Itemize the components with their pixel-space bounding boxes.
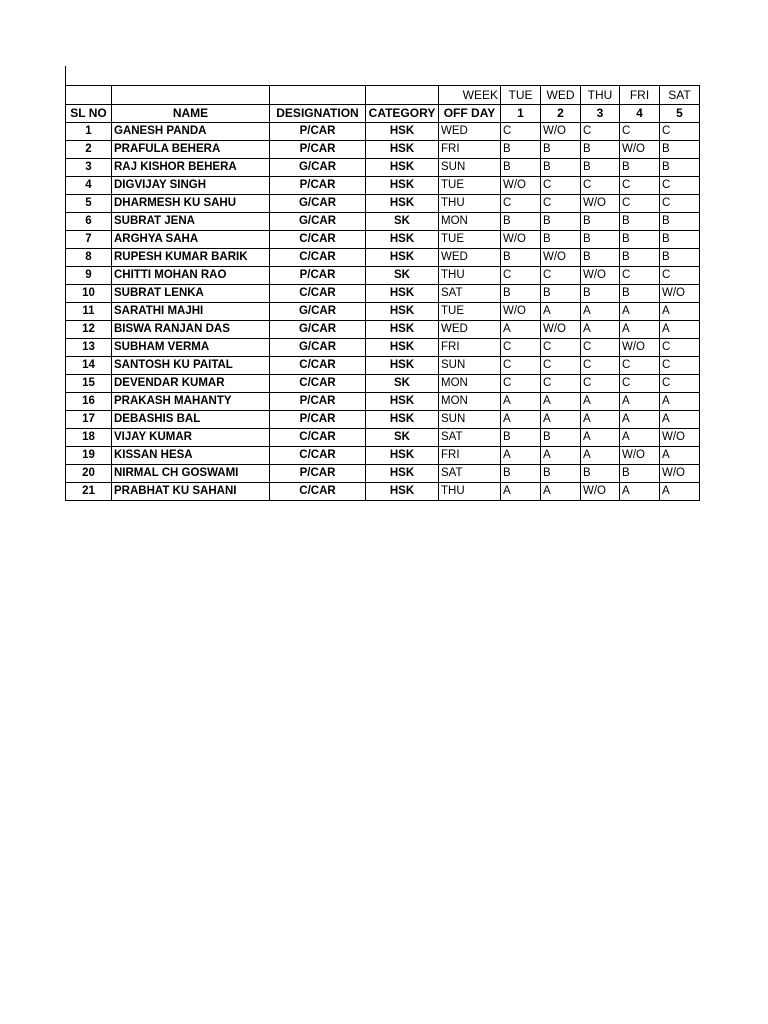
shift-cell: A (501, 447, 541, 465)
off-day-cell: THU (439, 483, 501, 501)
header-day-thu: THU (581, 86, 620, 105)
name-cell: SUBRAT LENKA (112, 285, 270, 303)
designation-cell: G/CAR (270, 213, 366, 231)
table-row (66, 357, 700, 375)
shift-cell: B (541, 429, 581, 447)
header-day-fri: FRI (620, 86, 660, 105)
shift-cell: A (660, 303, 700, 321)
shift-cell: B (541, 159, 581, 177)
shift-cell: W/O (660, 465, 700, 483)
sl-no-cell: 4 (66, 177, 112, 195)
off-day-cell: FRI (439, 141, 501, 159)
category-cell: HSK (366, 159, 439, 177)
shift-cell: B (581, 231, 620, 249)
designation-cell: P/CAR (270, 267, 366, 285)
category-cell: HSK (366, 411, 439, 429)
off-day-cell: THU (439, 267, 501, 285)
off-day-cell: MON (439, 393, 501, 411)
shift-cell: C (660, 177, 700, 195)
off-day-cell: SAT (439, 465, 501, 483)
shift-cell: A (620, 483, 660, 501)
table-row (66, 411, 700, 429)
name-cell: SARATHI MAJHI (112, 303, 270, 321)
category-cell: SK (366, 267, 439, 285)
sl-no-cell: 15 (66, 375, 112, 393)
category-cell: SK (366, 213, 439, 231)
table-row (66, 465, 700, 483)
table-row (66, 177, 700, 195)
shift-cell: B (660, 249, 700, 267)
table-row (66, 321, 700, 339)
shift-cell: A (541, 393, 581, 411)
header-day-wed: WED (541, 86, 581, 105)
shift-cell: A (541, 447, 581, 465)
sl-no-cell: 18 (66, 429, 112, 447)
shift-cell: W/O (541, 321, 581, 339)
name-cell: RAJ KISHOR BEHERA (112, 159, 270, 177)
shift-cell: B (620, 249, 660, 267)
category-cell: HSK (366, 321, 439, 339)
category-cell: HSK (366, 123, 439, 141)
header-row-weekdays (66, 86, 700, 105)
designation-cell: P/CAR (270, 393, 366, 411)
name-cell: PRAKASH MAHANTY (112, 393, 270, 411)
shift-cell: C (620, 267, 660, 285)
shift-cell: B (501, 213, 541, 231)
off-day-cell: SUN (439, 159, 501, 177)
shift-cell: A (581, 447, 620, 465)
shift-cell: W/O (660, 285, 700, 303)
shift-cell: B (541, 213, 581, 231)
sheet-edge-line (65, 66, 66, 85)
shift-cell: A (501, 321, 541, 339)
shift-cell: C (541, 267, 581, 285)
header-blank-cell (366, 86, 439, 105)
header-sl-no: SL NO (66, 105, 112, 123)
header-category: CATEGORY (366, 105, 439, 123)
sl-no-cell: 3 (66, 159, 112, 177)
shift-cell: C (620, 123, 660, 141)
off-day-cell: WED (439, 321, 501, 339)
table-row (66, 249, 700, 267)
shift-cell: C (581, 339, 620, 357)
category-cell: HSK (366, 447, 439, 465)
off-day-cell: SAT (439, 429, 501, 447)
designation-cell: P/CAR (270, 123, 366, 141)
sl-no-cell: 19 (66, 447, 112, 465)
shift-cell: A (660, 483, 700, 501)
shift-cell: B (581, 141, 620, 159)
designation-cell: C/CAR (270, 231, 366, 249)
shift-cell: B (541, 465, 581, 483)
shift-cell: B (620, 213, 660, 231)
off-day-cell: SUN (439, 411, 501, 429)
off-day-cell: FRI (439, 339, 501, 357)
shift-cell: A (620, 393, 660, 411)
category-cell: HSK (366, 141, 439, 159)
designation-cell: G/CAR (270, 195, 366, 213)
sl-no-cell: 8 (66, 249, 112, 267)
shift-cell: B (541, 231, 581, 249)
shift-cell: A (620, 321, 660, 339)
shift-cell: W/O (581, 483, 620, 501)
shift-cell: W/O (501, 231, 541, 249)
off-day-cell: THU (439, 195, 501, 213)
header-blank-cell (270, 86, 366, 105)
shift-cell: C (581, 123, 620, 141)
sl-no-cell: 5 (66, 195, 112, 213)
shift-cell: W/O (620, 447, 660, 465)
category-cell: SK (366, 429, 439, 447)
shift-cell: C (660, 339, 700, 357)
category-cell: HSK (366, 195, 439, 213)
shift-cell: W/O (541, 249, 581, 267)
shift-cell: B (620, 465, 660, 483)
designation-cell: C/CAR (270, 357, 366, 375)
shift-cell: W/O (541, 123, 581, 141)
shift-cell: B (501, 285, 541, 303)
category-cell: HSK (366, 303, 439, 321)
off-day-cell: FRI (439, 447, 501, 465)
shift-cell: A (501, 483, 541, 501)
off-day-cell: WED (439, 249, 501, 267)
header-day-number: 1 (501, 105, 541, 123)
shift-cell: B (660, 231, 700, 249)
sl-no-cell: 10 (66, 285, 112, 303)
category-cell: HSK (366, 249, 439, 267)
off-day-cell: TUE (439, 177, 501, 195)
off-day-cell: WED (439, 123, 501, 141)
shift-cell: C (501, 357, 541, 375)
name-cell: PRAFULA BEHERA (112, 141, 270, 159)
off-day-cell: TUE (439, 303, 501, 321)
shift-cell: A (501, 411, 541, 429)
name-cell: VIJAY KUMAR (112, 429, 270, 447)
shift-cell: C (620, 195, 660, 213)
shift-cell: B (660, 141, 700, 159)
shift-cell: B (501, 159, 541, 177)
sl-no-cell: 9 (66, 267, 112, 285)
table-row (66, 483, 700, 501)
shift-cell: C (501, 375, 541, 393)
header-name: NAME (112, 105, 270, 123)
shift-cell: C (660, 267, 700, 285)
off-day-cell: SUN (439, 357, 501, 375)
name-cell: ARGHYA SAHA (112, 231, 270, 249)
shift-cell: A (620, 411, 660, 429)
designation-cell: C/CAR (270, 375, 366, 393)
name-cell: KISSAN HESA (112, 447, 270, 465)
off-day-cell: MON (439, 213, 501, 231)
name-cell: SUBHAM VERMA (112, 339, 270, 357)
sl-no-cell: 14 (66, 357, 112, 375)
sl-no-cell: 20 (66, 465, 112, 483)
designation-cell: C/CAR (270, 285, 366, 303)
name-cell: PRABHAT KU SAHANI (112, 483, 270, 501)
shift-cell: A (660, 393, 700, 411)
shift-cell: A (581, 411, 620, 429)
sl-no-cell: 7 (66, 231, 112, 249)
shift-cell: W/O (620, 141, 660, 159)
shift-cell: C (541, 339, 581, 357)
shift-cell: W/O (501, 303, 541, 321)
shift-cell: A (660, 447, 700, 465)
shift-cell: C (620, 177, 660, 195)
shift-cell: C (541, 177, 581, 195)
shift-cell: C (501, 195, 541, 213)
designation-cell: C/CAR (270, 429, 366, 447)
category-cell: HSK (366, 177, 439, 195)
shift-cell: C (501, 123, 541, 141)
shift-cell: B (620, 159, 660, 177)
category-cell: HSK (366, 465, 439, 483)
shift-cell: A (581, 321, 620, 339)
shift-cell: A (541, 303, 581, 321)
sl-no-cell: 13 (66, 339, 112, 357)
shift-cell: B (660, 159, 700, 177)
table-row (66, 123, 700, 141)
name-cell: DEVENDAR KUMAR (112, 375, 270, 393)
category-cell: SK (366, 375, 439, 393)
shift-cell: W/O (581, 195, 620, 213)
shift-cell: C (660, 195, 700, 213)
name-cell: SUBRAT JENA (112, 213, 270, 231)
name-cell: DIGVIJAY SINGH (112, 177, 270, 195)
shift-cell: B (581, 159, 620, 177)
shift-cell: C (501, 339, 541, 357)
category-cell: HSK (366, 231, 439, 249)
shift-cell: C (581, 375, 620, 393)
sl-no-cell: 6 (66, 213, 112, 231)
designation-cell: P/CAR (270, 411, 366, 429)
sl-no-cell: 1 (66, 123, 112, 141)
shift-cell: B (501, 429, 541, 447)
category-cell: HSK (366, 285, 439, 303)
category-cell: HSK (366, 393, 439, 411)
header-day-number: 2 (541, 105, 581, 123)
header-day-number: 4 (620, 105, 660, 123)
shift-cell: B (581, 465, 620, 483)
shift-cell: C (660, 357, 700, 375)
name-cell: SANTOSH KU PAITAL (112, 357, 270, 375)
shift-cell: A (660, 321, 700, 339)
shift-cell: B (620, 285, 660, 303)
shift-cell: C (620, 375, 660, 393)
shift-cell: A (541, 483, 581, 501)
shift-cell: A (620, 429, 660, 447)
shift-cell: B (581, 285, 620, 303)
shift-cell: B (541, 141, 581, 159)
shift-cell: B (541, 285, 581, 303)
header-designation: DESIGNATION (270, 105, 366, 123)
designation-cell: P/CAR (270, 141, 366, 159)
header-row-columns (66, 105, 700, 123)
name-cell: GANESH PANDA (112, 123, 270, 141)
table-row (66, 285, 700, 303)
designation-cell: P/CAR (270, 177, 366, 195)
shift-cell: A (660, 411, 700, 429)
header-blank-cell (66, 86, 112, 105)
header-day-tue: TUE (501, 86, 541, 105)
shift-cell: A (541, 411, 581, 429)
category-cell: HSK (366, 357, 439, 375)
designation-cell: P/CAR (270, 465, 366, 483)
shift-cell: W/O (501, 177, 541, 195)
table-row (66, 267, 700, 285)
name-cell: RUPESH KUMAR BARIK (112, 249, 270, 267)
designation-cell: G/CAR (270, 303, 366, 321)
sl-no-cell: 2 (66, 141, 112, 159)
shift-cell: C (581, 177, 620, 195)
table-row (66, 429, 700, 447)
shift-cell: C (581, 357, 620, 375)
header-day-number: 5 (660, 105, 700, 123)
shift-cell: C (620, 357, 660, 375)
table-row (66, 159, 700, 177)
designation-cell: G/CAR (270, 159, 366, 177)
off-day-cell: SAT (439, 285, 501, 303)
sl-no-cell: 12 (66, 321, 112, 339)
off-day-cell: MON (439, 375, 501, 393)
name-cell: CHITTI MOHAN RAO (112, 267, 270, 285)
category-cell: HSK (366, 483, 439, 501)
table-row (66, 213, 700, 231)
sl-no-cell: 21 (66, 483, 112, 501)
shift-cell: A (581, 393, 620, 411)
table-row (66, 195, 700, 213)
sl-no-cell: 17 (66, 411, 112, 429)
shift-cell: B (501, 249, 541, 267)
shift-cell: B (660, 213, 700, 231)
shift-cell: B (620, 231, 660, 249)
designation-cell: C/CAR (270, 483, 366, 501)
shift-cell: C (660, 123, 700, 141)
table-row (66, 231, 700, 249)
shift-cell: A (501, 393, 541, 411)
header-day-number: 3 (581, 105, 620, 123)
shift-cell: A (581, 429, 620, 447)
designation-cell: C/CAR (270, 447, 366, 465)
name-cell: DHARMESH KU SAHU (112, 195, 270, 213)
category-cell: HSK (366, 339, 439, 357)
shift-cell: C (501, 267, 541, 285)
table-row (66, 141, 700, 159)
header-blank-cell (112, 86, 270, 105)
sl-no-cell: 11 (66, 303, 112, 321)
table-row (66, 339, 700, 357)
designation-cell: C/CAR (270, 249, 366, 267)
shift-cell: B (501, 465, 541, 483)
roster-body (66, 123, 700, 501)
shift-cell: A (581, 303, 620, 321)
shift-cell: C (660, 375, 700, 393)
name-cell: NIRMAL CH GOSWAMI (112, 465, 270, 483)
name-cell: DEBASHIS BAL (112, 411, 270, 429)
sl-no-cell: 16 (66, 393, 112, 411)
designation-cell: G/CAR (270, 339, 366, 357)
name-cell: BISWA RANJAN DAS (112, 321, 270, 339)
shift-cell: B (581, 213, 620, 231)
table-row (66, 375, 700, 393)
shift-cell: C (541, 357, 581, 375)
table-row (66, 447, 700, 465)
shift-cell: B (581, 249, 620, 267)
table-row (66, 303, 700, 321)
header-week-label: WEEK (439, 86, 501, 105)
shift-cell: W/O (660, 429, 700, 447)
shift-cell: A (620, 303, 660, 321)
designation-cell: G/CAR (270, 321, 366, 339)
shift-cell: C (541, 375, 581, 393)
shift-cell: B (501, 141, 541, 159)
shift-cell: W/O (581, 267, 620, 285)
header-day-sat: SAT (660, 86, 700, 105)
off-day-cell: TUE (439, 231, 501, 249)
shift-cell: W/O (620, 339, 660, 357)
shift-cell: C (541, 195, 581, 213)
header-off-day: OFF DAY (439, 105, 501, 123)
duty-roster-table (65, 85, 700, 501)
table-row (66, 393, 700, 411)
